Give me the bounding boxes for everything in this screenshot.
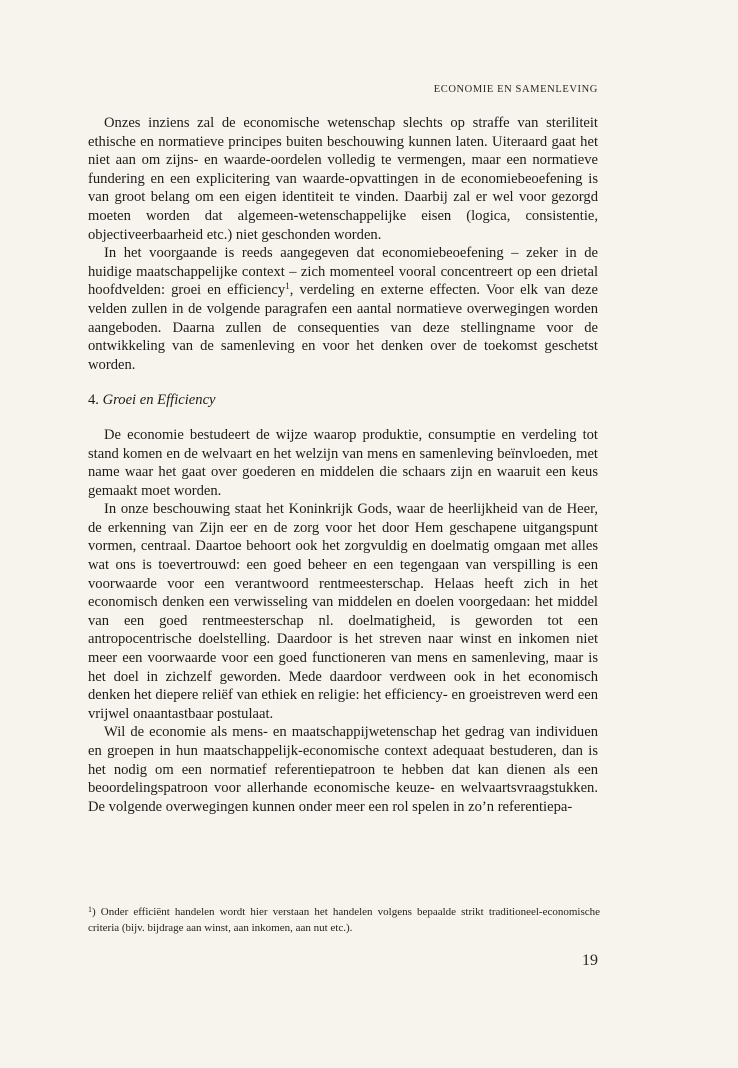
paragraph-1: Onzes inziens zal de economische wetenschap slechts op straffe van steriliteit ethische en normatieve principes buiten beschouwing kunnen laten. Uiteraard gaat het niet aan om zijns- en waarde-oordelen volledig te vermengen, maar een normatieve fundering en een explicitering van waarde-opvattingen in de economiebeoefening is van groot belang om een eigen identiteit te vinden. Daarbij zal er wel voor gezorgd moeten worden dat algemeen-wetenschappelijke eisen (logica, consistentie, objectiveerbaarheid etc.) niet geschonden worden. (88, 115, 598, 243)
footnote-reference: 1 (285, 281, 290, 292)
paragraph-3: De economie bestudeert de wijze waarop produktie, consumptie en verdeling tot stand komen en de welvaart en het welzijn van mens en samenleving beïnvloeden, met name waar het gaat over goederen en middelen die schaars zijn en waaruit een keus gemaakt moet worden. (88, 426, 598, 499)
paragraph-4: In onze beschouwing staat het Koninkrijk Gods, waar de heerlijkheid van de Heer, de erkenning van Zijn eer en de zorg voor het door Hem geschapene uitgangspunt vormen, centraal. Daartoe behoort ook het zorgvuldig en doelmatig omgaan met alles wat ons is toevertrouwd: een goed beheer en een tegengaan van verspilling is een voorwaarde voor een verantwoord rentmeesterschap. Helaas heeft zich in het economisch denken een verwisseling van middelen en doelen voorgedaan: het middel van een goed rentmeesterschap nl. doelmatigheid, is geworden tot een antropocentrische doelstelling. Daardoor is het streven naar winst en inkomen niet meer een voorwaarde voor een goed functioneren van mens en samenleving, maar is het doel in zichzelf geworden. Mede daardoor verdween ook in het economisch denken het diepere reliëf van ethiek en religie: het efficiency- en groeistreven werd een vrijwel onaantastbaar postulaat. (88, 501, 598, 722)
footnote-text: ) Onder efficiënt handelen wordt hier verstaan het handelen volgens bepaalde strikt traditioneel-economische criteria (bijv. bijdrage aan winst, aan inkomen, aan nut etc.). (88, 906, 600, 935)
footnote-mark: 1 (88, 905, 92, 914)
page-number: 19 (582, 952, 598, 969)
paragraph-2 (88, 244, 598, 374)
footnote (88, 902, 600, 936)
section-number: 4. (88, 392, 99, 409)
running-header: ECONOMIE EN SAMENLEVING (433, 84, 598, 95)
paragraph-2-text-b: , verdeling en externe effecten. Voor elk van deze velden zullen in de volgende paragrafen een aantal normatieve overwegingen worden aangeboden. Daarna zullen de consequenties van deze stellingname voor de ontwikkeling van de samenleving en voor het denken over de toekomst geschetst worden. (88, 282, 598, 373)
section-title: Groei en Efficiency (102, 392, 216, 409)
body-text (88, 114, 598, 816)
section-heading (88, 391, 598, 410)
paragraph-5: Wil de economie als mens- en maatschappijwetenschap het gedrag van individuen en groepen in hun maatschappelijk-economische context adequaat bestuderen, dan is het nodig om een normatief referentiepatroon te hebben dat kan dienen als een beoordelingspatroon voor allerhande economische keuze- en welvaartsvraagstukken. De volgende overwegingen kunnen onder meer een rol spelen in zo’n referentiepa- (88, 724, 598, 815)
paragraph-2-text-a: In het voorgaande is reeds aangegeven dat economiebeoefening – zeker in de huidige maatschappelijke context – zich momenteel vooral concentreert op een drietal hoofdvelden: groei en efficiency (88, 245, 598, 299)
